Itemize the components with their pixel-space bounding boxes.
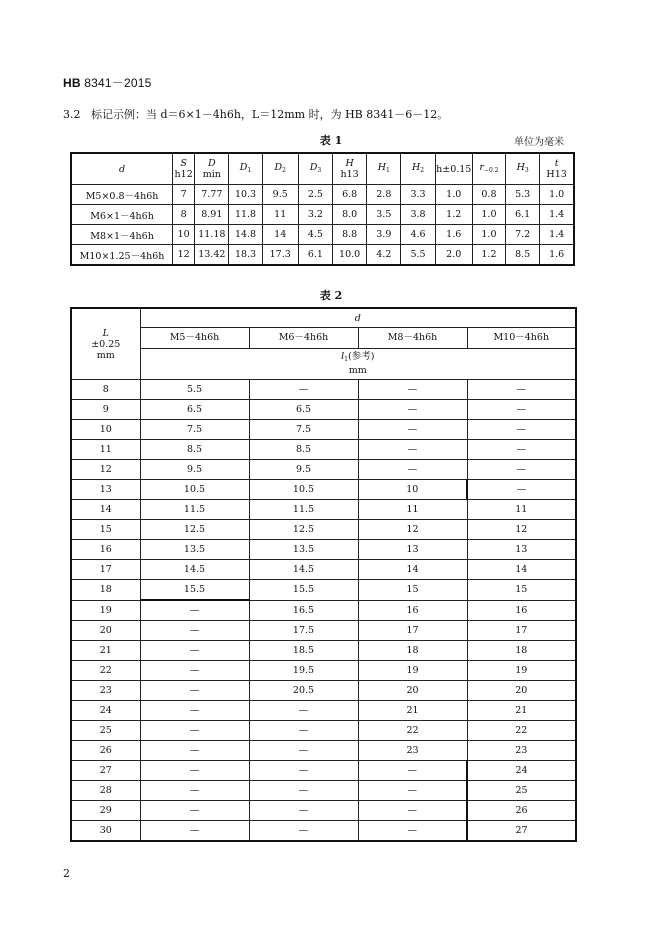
l1-subscript: 1 [344, 356, 348, 364]
length-cell: 17 [71, 560, 140, 580]
length-cell: 18 [71, 580, 140, 601]
table-row [71, 621, 576, 641]
l1-unit: mm [348, 365, 367, 377]
table-cell: 13.42 [195, 245, 229, 266]
length-cell: 8 [71, 380, 140, 400]
l1-header [140, 348, 576, 379]
table-cell: 10.5 [140, 480, 249, 500]
table-cell: 4.6 [401, 225, 435, 245]
length-cell: 25 [71, 721, 140, 741]
col-symbol: H [377, 162, 387, 173]
table-cell: 3.9 [367, 225, 401, 245]
table-row [71, 781, 576, 801]
col-subscript: 1 [386, 167, 390, 174]
table-row [71, 560, 576, 580]
table-cell: — [358, 781, 467, 801]
table-row [71, 245, 574, 266]
table-cell: 15 [467, 580, 576, 601]
table-cell: 19 [467, 661, 576, 681]
table-cell: — [358, 821, 467, 842]
table-cell: — [358, 420, 467, 440]
col-symbol: H [345, 158, 354, 169]
table-row [71, 205, 574, 225]
table-cell: — [140, 781, 249, 801]
table-row [71, 500, 576, 520]
table-cell: — [249, 701, 358, 721]
table-cell: 12 [173, 245, 195, 266]
table-cell: 9.5 [140, 460, 249, 480]
table-cell: — [140, 621, 249, 641]
table-cell: 15 [358, 580, 467, 601]
table-cell: 11.8 [229, 205, 262, 225]
table-cell: — [140, 661, 249, 681]
table-cell: — [467, 380, 576, 400]
table1-title: 表 1 [319, 134, 343, 147]
length-cell: 14 [71, 500, 140, 520]
length-cell: 29 [71, 801, 140, 821]
length-cell: 22 [71, 661, 140, 681]
table-cell: 18 [467, 641, 576, 661]
table-cell: 13 [467, 540, 576, 560]
col-subscript: 3 [317, 167, 322, 174]
col-tolerance: min [202, 169, 221, 180]
length-cell: 13 [71, 480, 140, 500]
table-row [71, 681, 576, 701]
table-cell: 8.91 [195, 205, 229, 225]
table-row [71, 540, 576, 560]
col-symbol: D [208, 158, 216, 169]
table-cell: 1.4 [540, 225, 574, 245]
thread-header: d [140, 308, 576, 328]
length-cell: 11 [71, 440, 140, 460]
table-cell: 8 [173, 205, 195, 225]
length-symbol: L [102, 327, 109, 339]
table-cell: 5.3 [506, 185, 540, 205]
table-cell: 22 [467, 721, 576, 741]
l1-note: (参考) [347, 351, 375, 363]
table1-col-header [195, 153, 229, 185]
table-cell: 9.5 [262, 185, 298, 205]
table-cell: 19 [358, 661, 467, 681]
table-cell: 7.5 [140, 420, 249, 440]
table-row [71, 641, 576, 661]
table-cell: 12.5 [140, 520, 249, 540]
table-cell: 3.2 [298, 205, 332, 225]
table1-col-header [333, 153, 367, 185]
thread-size-header: M8－4h6h [358, 328, 467, 348]
length-tolerance: ±0.25 [91, 338, 121, 350]
table-cell: 10.3 [229, 185, 262, 205]
table-row [71, 380, 576, 400]
table-cell: 1.2 [435, 205, 472, 225]
length-cell: 20 [71, 621, 140, 641]
length-cell: 23 [71, 681, 140, 701]
table-cell: 8.5 [506, 245, 540, 266]
col-tolerance: h13 [340, 169, 359, 180]
length-cell: 19 [71, 600, 140, 621]
table-cell: 6.5 [249, 400, 358, 420]
table-row [71, 440, 576, 460]
table-cell: 17 [467, 621, 576, 641]
table-cell: 14.5 [249, 560, 358, 580]
standard-prefix: HB [63, 76, 81, 90]
table-row [71, 185, 574, 205]
length-cell: 24 [71, 701, 140, 721]
table-cell: 1.6 [435, 225, 472, 245]
thread-size-header: M5－4h6h [140, 328, 249, 348]
table-cell: — [358, 400, 467, 420]
table-cell: — [358, 460, 467, 480]
col-symbol: D [239, 162, 248, 173]
table-cell: — [358, 761, 467, 781]
table-cell: 10.5 [249, 480, 358, 500]
table-cell: 11 [262, 205, 298, 225]
table-cell: 1.0 [472, 205, 505, 225]
table-cell: 1.0 [540, 185, 574, 205]
table-row [71, 701, 576, 721]
table-cell: 7 [173, 185, 195, 205]
col-subscript: 1 [247, 167, 252, 174]
table-cell: — [358, 380, 467, 400]
table-row [71, 520, 576, 540]
table-cell: 3.3 [401, 185, 435, 205]
table-cell: 10 [173, 225, 195, 245]
table-row [71, 721, 576, 741]
table-cell: 24 [467, 761, 576, 781]
col-symbol: D [309, 162, 318, 173]
table-cell: — [249, 761, 358, 781]
table-cell: — [467, 480, 576, 500]
table-cell: — [140, 821, 249, 842]
table-cell: 23 [467, 741, 576, 761]
table-row [71, 420, 576, 440]
table-cell: 18.3 [229, 245, 262, 266]
thread-size-header: M6－4h6h [249, 328, 358, 348]
table-cell: 7.2 [506, 225, 540, 245]
table-cell: 19.5 [249, 661, 358, 681]
table-cell: — [140, 600, 249, 621]
table-cell: 12.5 [249, 520, 358, 540]
table-cell: 11 [467, 500, 576, 520]
table1-col-header [71, 153, 173, 185]
table-cell: M8×1－4h6h [71, 225, 173, 245]
table-cell: 18.5 [249, 641, 358, 661]
table-cell: 27 [467, 821, 576, 842]
table1-col-header [401, 153, 435, 185]
table-cell: 14 [467, 560, 576, 580]
table-cell: 8.8 [333, 225, 367, 245]
table-cell: — [467, 440, 576, 460]
table-cell: 16 [467, 600, 576, 621]
col-subscript: 2 [420, 167, 425, 174]
table-row [71, 761, 576, 781]
table-cell: 8.0 [333, 205, 367, 225]
page-number: 2 [63, 867, 70, 880]
table-cell: 15.5 [249, 580, 358, 601]
table-cell: 2.0 [435, 245, 472, 266]
length-cell: 15 [71, 520, 140, 540]
length-cell: 10 [71, 420, 140, 440]
table-cell: — [140, 681, 249, 701]
table1-col-header [262, 153, 298, 185]
col-subscript: −0.2 [483, 167, 499, 174]
col-subscript: 3 [524, 167, 529, 174]
table1-col-header [298, 153, 332, 185]
table-cell: 12 [358, 520, 467, 540]
table-row [71, 480, 576, 500]
table-cell: 18 [358, 641, 467, 661]
length-header [71, 308, 140, 380]
table-cell: 17 [358, 621, 467, 641]
table-cell: 11.5 [249, 500, 358, 520]
thread-size-header: M10－4h6h [467, 328, 576, 348]
table-cell: 5.5 [401, 245, 435, 266]
table-cell: 1.0 [472, 225, 505, 245]
table-cell: 9.5 [249, 460, 358, 480]
table-cell: 1.0 [435, 185, 472, 205]
table-cell: 22 [358, 721, 467, 741]
table1-col-header [367, 153, 401, 185]
table-row [71, 225, 574, 245]
col-symbol: h±0.15 [436, 163, 472, 175]
table-cell: 13.5 [140, 540, 249, 560]
table-cell: 12 [467, 520, 576, 540]
table-cell: 4.2 [367, 245, 401, 266]
table-row [71, 580, 576, 601]
table-row [71, 741, 576, 761]
table-cell: 15.5 [140, 580, 249, 601]
table-cell: 1.6 [540, 245, 574, 266]
col-symbol: t [554, 158, 559, 169]
document-header [63, 74, 151, 91]
table-row [71, 661, 576, 681]
table-row [71, 460, 576, 480]
table-cell: 5.5 [140, 380, 249, 400]
table-cell: — [140, 801, 249, 821]
table-cell: — [249, 781, 358, 801]
dimension-table [70, 152, 575, 266]
l1-symbol: l [341, 351, 345, 363]
table-cell: 2.8 [367, 185, 401, 205]
table-cell: 7.5 [249, 420, 358, 440]
table-cell: — [140, 721, 249, 741]
table-cell: 6.1 [506, 205, 540, 225]
table-cell: — [467, 460, 576, 480]
table-cell: — [467, 420, 576, 440]
col-tolerance: h12 [174, 169, 193, 180]
table-cell: — [249, 821, 358, 842]
table-cell: 6.8 [333, 185, 367, 205]
table2-title: 表 2 [319, 289, 343, 302]
length-unit: mm [96, 349, 115, 361]
table-cell: 6.1 [298, 245, 332, 266]
col-symbol: H [516, 162, 525, 173]
length-table [70, 307, 577, 842]
table-cell: — [358, 801, 467, 821]
table-cell: 0.8 [472, 185, 505, 205]
table-cell: — [140, 761, 249, 781]
length-cell: 16 [71, 540, 140, 560]
table-cell: 3.8 [401, 205, 435, 225]
table-cell: — [358, 440, 467, 460]
table-cell: 14 [262, 225, 298, 245]
length-cell: 27 [71, 761, 140, 781]
table1-col-header [229, 153, 262, 185]
col-symbol: D [274, 162, 283, 173]
table-cell: M5×0.8－4h6h [71, 185, 173, 205]
table-cell: 21 [467, 701, 576, 721]
table-row [71, 801, 576, 821]
table-cell: 2.5 [298, 185, 332, 205]
table-row [71, 821, 576, 842]
table-cell: 14.5 [140, 560, 249, 580]
table-cell: 20 [467, 681, 576, 701]
table-cell: 20.5 [249, 681, 358, 701]
length-cell: 21 [71, 641, 140, 661]
table-cell: 14.8 [229, 225, 262, 245]
length-cell: 12 [71, 460, 140, 480]
table-cell: 8.5 [140, 440, 249, 460]
table-cell: — [140, 641, 249, 661]
table-cell: 4.5 [298, 225, 332, 245]
length-cell: 26 [71, 741, 140, 761]
table-cell: M10×1.25－4h6h [71, 245, 173, 266]
table-cell: 20 [358, 681, 467, 701]
table-cell: 13 [358, 540, 467, 560]
length-cell: 28 [71, 781, 140, 801]
col-symbol: S [180, 158, 187, 169]
table-cell: — [467, 400, 576, 420]
unit-note: 单位为毫米 [514, 137, 564, 148]
table1-col-header [506, 153, 540, 185]
table-cell: 11.5 [140, 500, 249, 520]
table-cell: 8.5 [249, 440, 358, 460]
table-cell: 23 [358, 741, 467, 761]
table-cell: 16 [358, 600, 467, 621]
table-cell: — [140, 741, 249, 761]
table-cell: 17.3 [262, 245, 298, 266]
col-subscript: 2 [282, 167, 286, 174]
table-cell: 14 [358, 560, 467, 580]
table-cell: 25 [467, 781, 576, 801]
col-tolerance: H13 [546, 169, 567, 180]
table1-col-header [173, 153, 195, 185]
col-symbol: H [411, 162, 421, 173]
col-symbol: d [119, 163, 126, 175]
table-cell: 11.18 [195, 225, 229, 245]
table-cell: 10.0 [333, 245, 367, 266]
standard-code: 8341－2015 [84, 76, 152, 90]
table-cell: 6.5 [140, 400, 249, 420]
table-row [71, 400, 576, 420]
table-cell: 7.77 [195, 185, 229, 205]
table-cell: — [140, 701, 249, 721]
table-cell: 11 [358, 500, 467, 520]
table1-col-header [435, 153, 472, 185]
length-cell: 9 [71, 400, 140, 420]
table-cell: — [249, 380, 358, 400]
section-number: 3.2 [63, 108, 81, 121]
table-cell: — [249, 741, 358, 761]
table1-col-header [472, 153, 505, 185]
table-cell: 26 [467, 801, 576, 821]
table-cell: 21 [358, 701, 467, 721]
table-cell: — [249, 801, 358, 821]
length-cell: 30 [71, 821, 140, 842]
table-cell: 17.5 [249, 621, 358, 641]
marking-example-text: 标记示例：当 d＝6×1－4h6h，L＝12mm 时，为 HB 8341－6－12。 [91, 108, 449, 121]
table-row [71, 600, 576, 621]
marking-example [63, 106, 448, 122]
col-symbol: r [479, 162, 484, 173]
table-cell: 10 [358, 480, 467, 500]
table-cell: — [249, 721, 358, 741]
table-cell: 16.5 [249, 600, 358, 621]
table-cell: 1.4 [540, 205, 574, 225]
table-cell: 3.5 [367, 205, 401, 225]
table-cell: 13.5 [249, 540, 358, 560]
table-cell: M6×1－4h6h [71, 205, 173, 225]
table1-col-header [540, 153, 574, 185]
table-cell: 1.2 [472, 245, 505, 266]
